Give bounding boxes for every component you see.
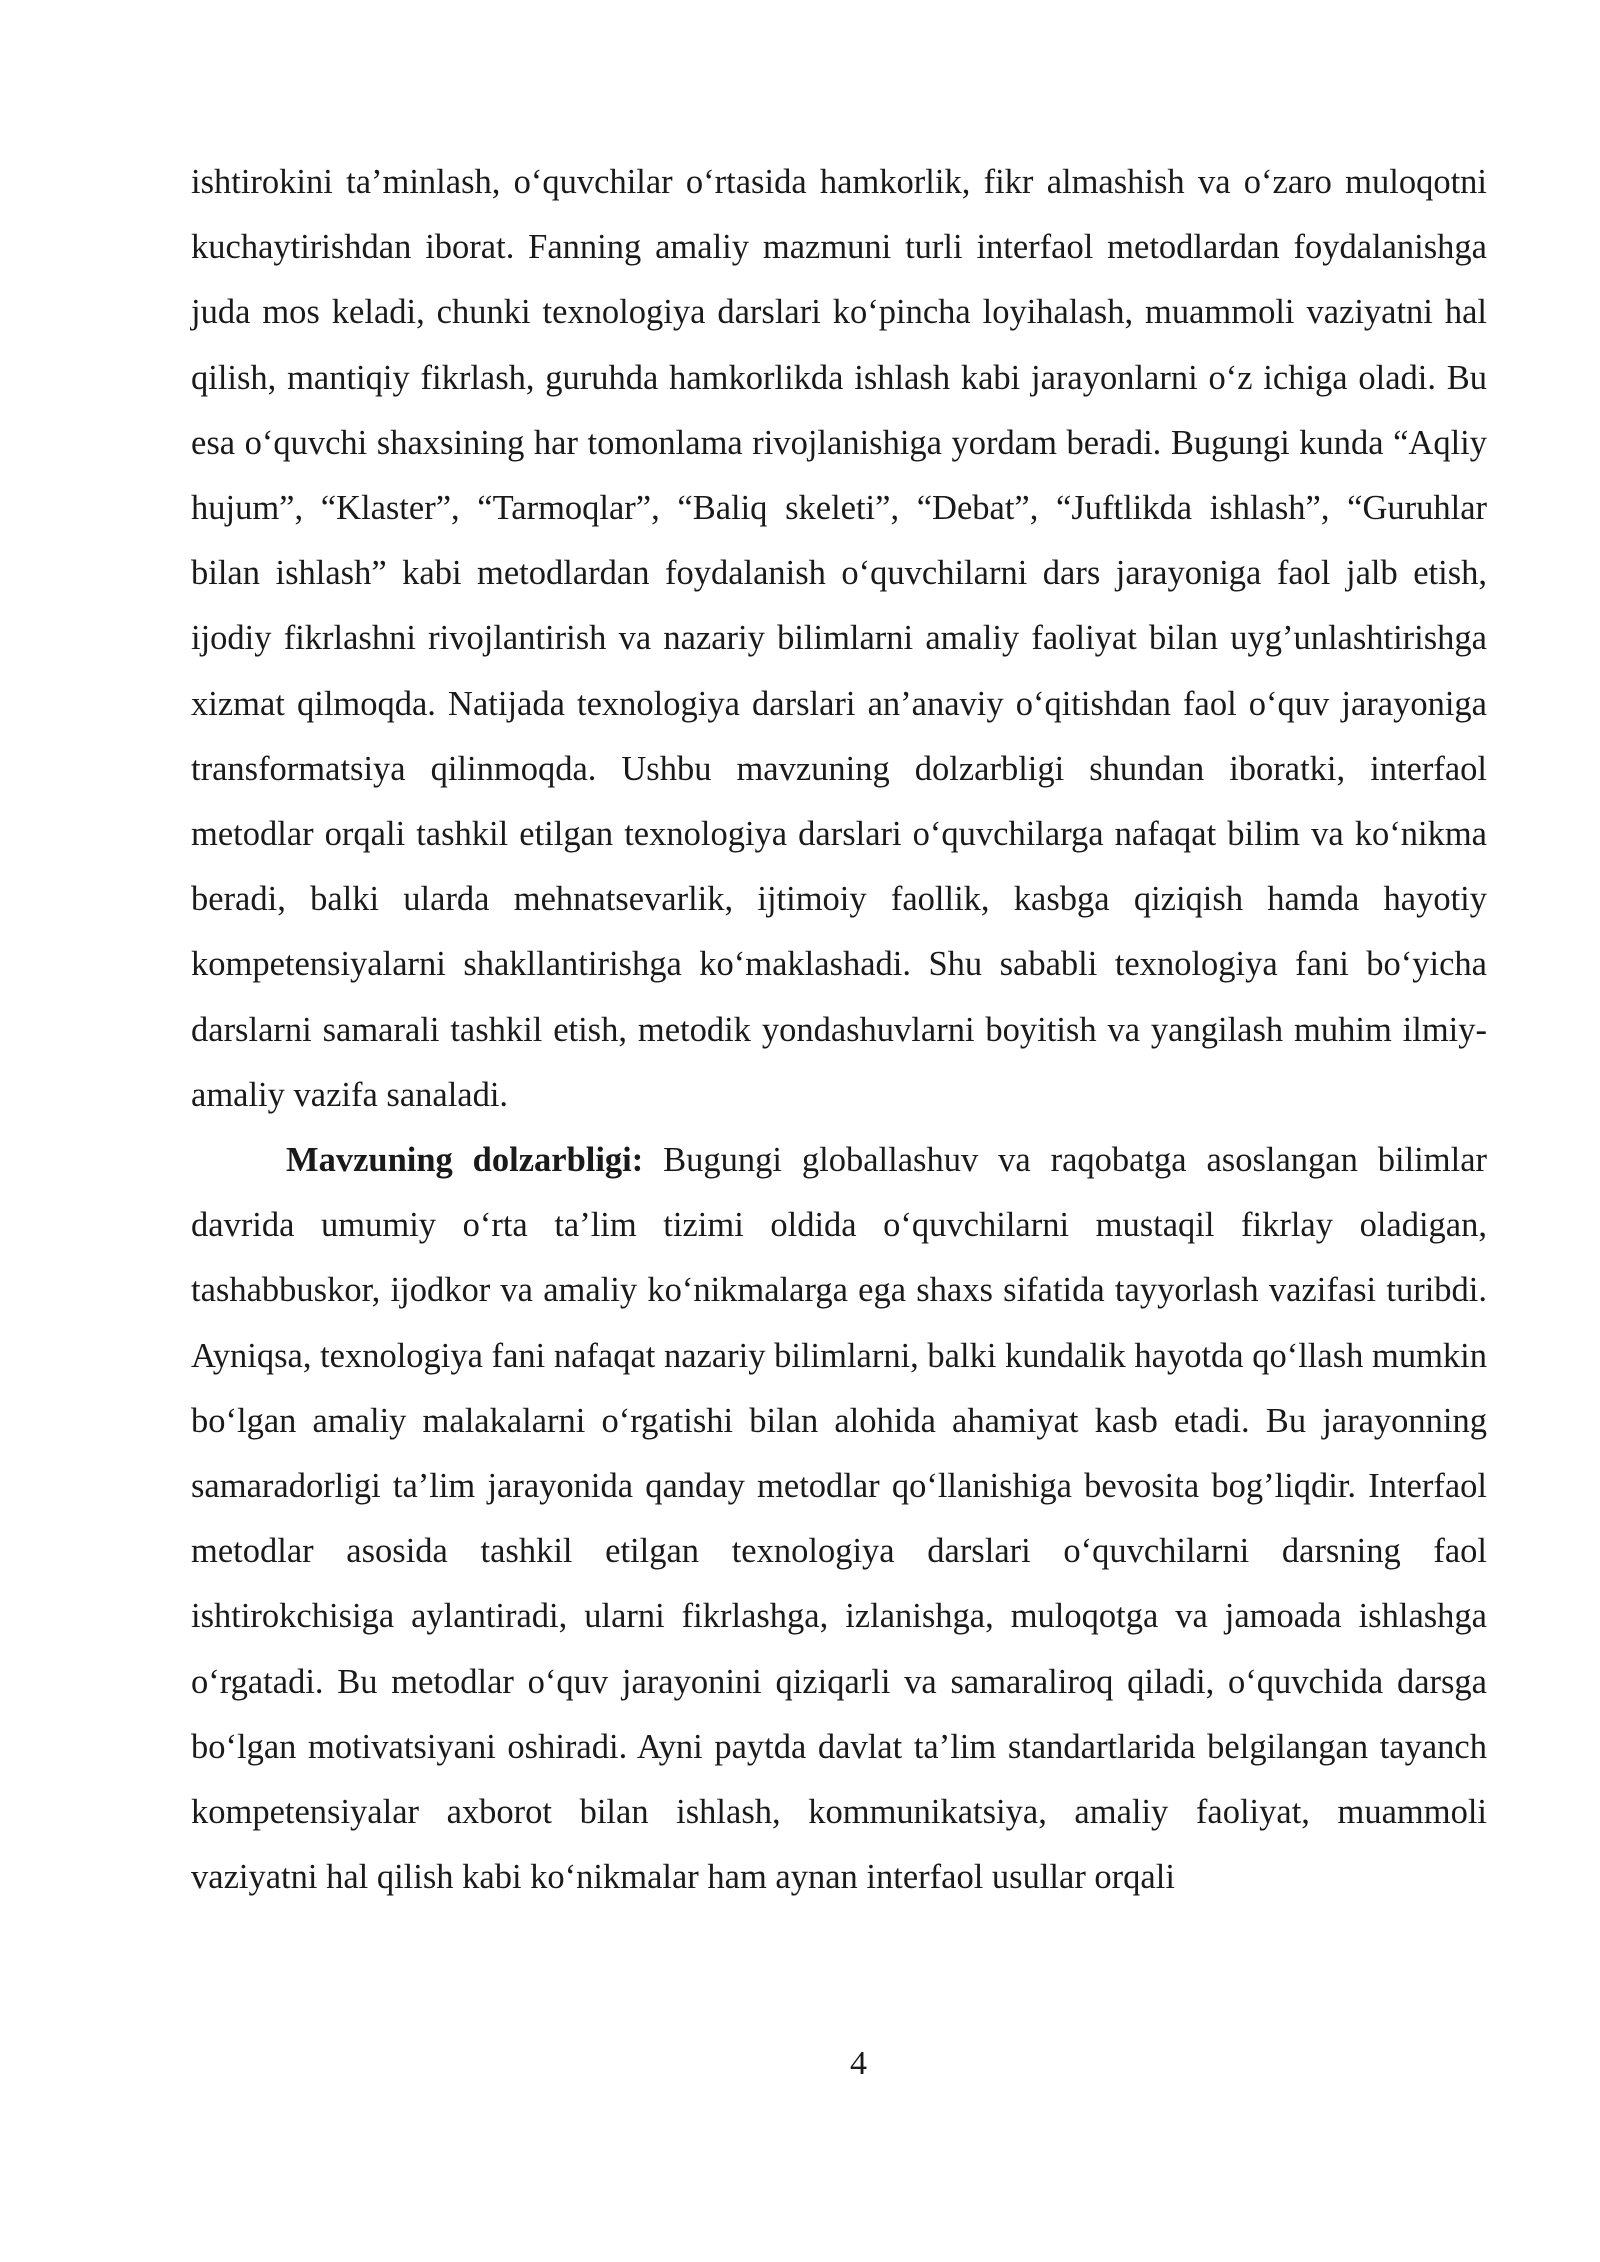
page-number: 4 [850, 2045, 867, 2082]
paragraph-1: ishtirokini ta’minlash, o‘quvchilar o‘rtasida hamkorlik, fikr almashish va o‘zaro muloqotni kuchaytirishdan iborat. Fanning amaliy mazmuni turli interfaol metodlardan foydalanishga juda mos keladi, chunki texnologiya darslari ko‘pincha loyihalash, muammoli vaziyatni hal qilish, mantiqiy fikrlash, guruhda hamkorlikda ishlash kabi jarayonlarni o‘z ichiga oladi. Bu esa o‘quvchi shaxsining har tomonlama rivojlanishiga yordam beradi. Bugungi kunda “Aqliy hujum”, “Klaster”, “Tarmoqlar”, “Baliq skeleti”, “Debat”, “Juftlikda ishlash”, “Guruhlar bilan ishlash” kabi metodlardan foydalanish o‘quvchilarni dars jarayoniga faol jalb etish, ijodiy fikrlashni rivojlantirish va nazariy bilimlarni amaliy faoliyat bilan uyg’unlashtirishga xizmat qilmoqda. Natijada texnologiya darslari an’anaviy o‘qitishdan faol o‘quv jarayoniga transformatsiya qilinmoqda. Ushbu mavzuning dolzarbligi shundan iboratki, interfaol metodlar orqali tashkil etilgan texnologiya darslari o‘quvchilarga nafaqat bilim va ko‘nikma beradi, balki ularda mehnatsevarlik, ijtimoiy faollik, kasbga qiziqish hamda hayotiy kompetensiyalarni shakllantirishga ko‘maklashadi. Shu sababli texnologiya fani bo‘yicha darslarni samarali tashkil etish, metodik yondashuvlarni boyitish va yangilash muhim ilmiy-amaliy vazifa sanaladi. [191, 163, 1487, 1114]
paragraph-2 [191, 1128, 1487, 1910]
body-text [191, 150, 1487, 1910]
paragraph-2-text: Bugungi globallashuv va raqobatga asoslangan bilimlar davrida umumiy o‘rta ta’lim tizimi oldida o‘quvchilarni mustaqil fikrlay oladigan, tashabbuskor, ijodkor va amaliy ko‘nikmalarga ega shaxs sifatida tayyorlash vazifasi turibdi. Ayniqsa, texnologiya fani nafaqat nazariy bilimlarni, balki kundalik hayotda qo‘llash mumkin bo‘lgan amaliy malakalarni o‘rgatishi bilan alohida ahamiyat kasb etadi. Bu jarayonning samaradorligi ta’lim jarayonida qanday metodlar qo‘llanishiga bevosita bog’liqdir. Interfaol metodlar asosida tashkil etilgan texnologiya darslari o‘quvchilarni darsning faol ishtirokchisiga aylantiradi, ularni fikrlashga, izlanishga, muloqotga va jamoada ishlashga o‘rgatadi. Bu metodlar o‘quv jarayonini qiziqarli va samaraliroq qiladi, o‘quvchida darsga bo‘lgan motivatsiyani oshiradi. Ayni paytda davlat ta’lim standartlarida belgilangan tayanch kompetensiyalar axborot bilan ishlash, kommunikatsiya, amaliy faoliyat, muammoli vaziyatni hal qilish kabi ko‘nikmalar ham aynan interfaol usullar orqali [191, 1141, 1488, 1897]
section-heading: Mavzuning dolzarbligi: [286, 1141, 644, 1180]
